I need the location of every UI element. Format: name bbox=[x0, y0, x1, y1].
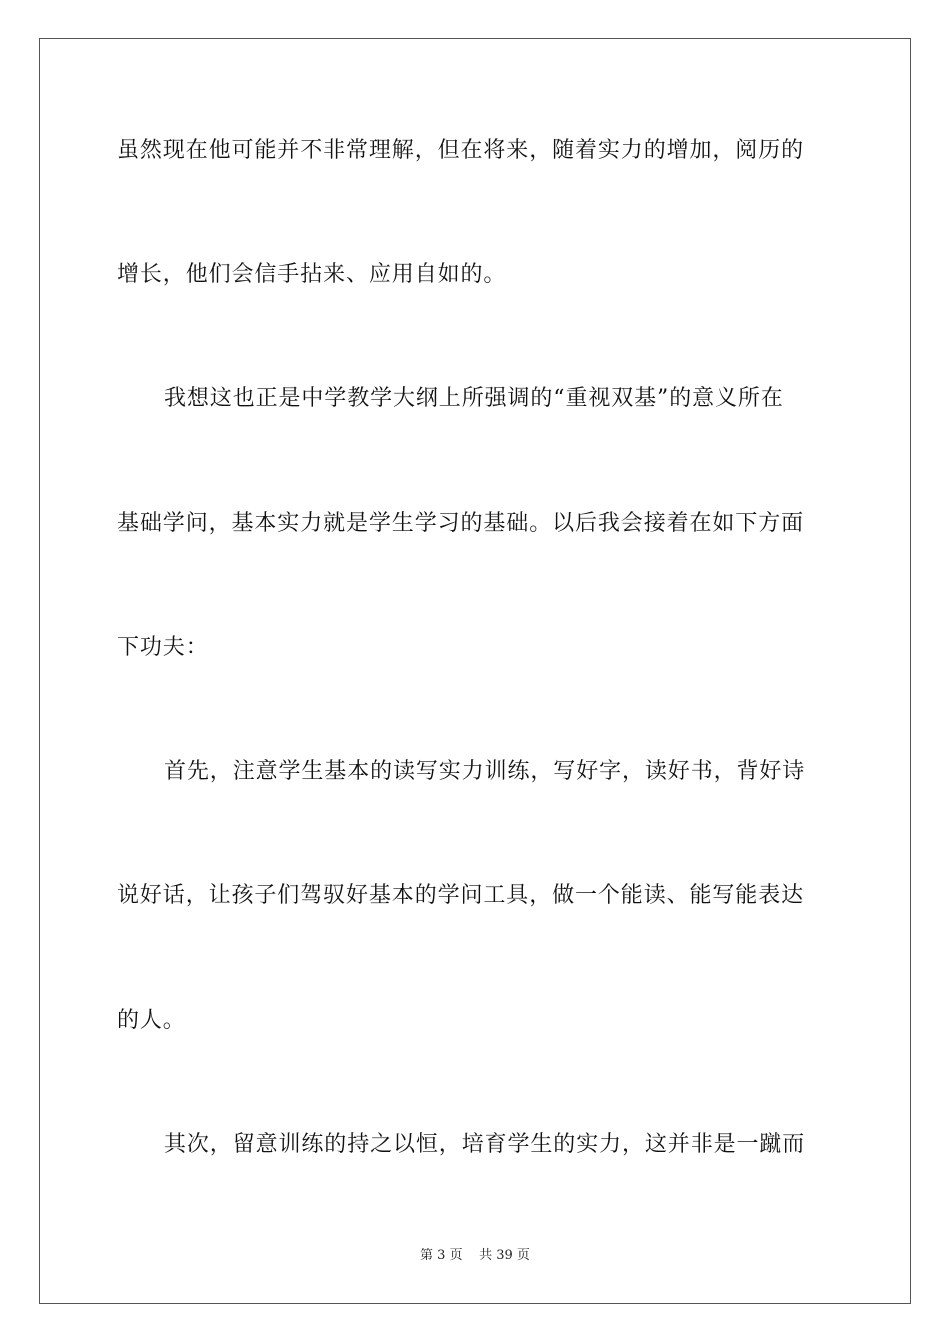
page-number: 第 3 页 bbox=[420, 1248, 463, 1263]
paragraph-start-line: 我想这也正是中学教学大纲上所强调的“重视双基”的意义所在 bbox=[164, 386, 784, 411]
text-line: 说好话，让孩子们驾驭好基本的学问工具，做一个能读、能写能表达 bbox=[117, 883, 805, 908]
paragraph-start-line: 其次，留意训练的持之以恒，培育学生的实力，这并非是一蹴而 bbox=[164, 1132, 806, 1157]
page-footer bbox=[0, 1247, 950, 1265]
text-line: 基础学问，基本实力就是学生学习的基础。以后我会接着在如下方面 bbox=[117, 511, 805, 536]
text-line: 的人。 bbox=[117, 1008, 186, 1033]
page-border bbox=[39, 38, 911, 1304]
paragraph-start-line: 首先，注意学生基本的读写实力训练，写好字，读好书，背好诗 bbox=[164, 759, 806, 784]
text-line: 增长，他们会信手拈来、应用自如的。 bbox=[117, 262, 507, 287]
text-line: 下功夫： bbox=[117, 635, 209, 660]
text-line: 虽然现在他可能并不非常理解，但在将来，随着实力的增加，阅历的 bbox=[117, 138, 805, 163]
page-total: 共 39 页 bbox=[479, 1248, 530, 1263]
